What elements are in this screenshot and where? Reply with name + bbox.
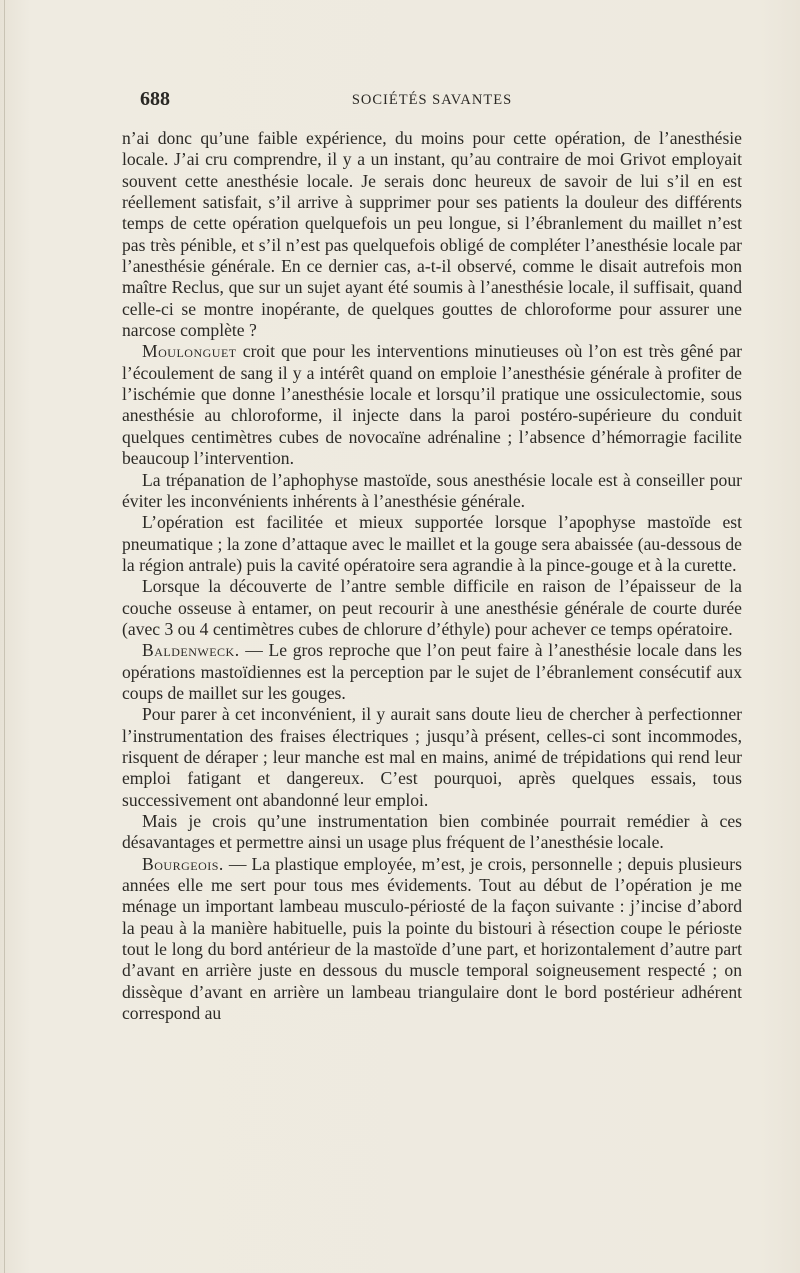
page-number: 688 [140,88,170,110]
paragraph-text: Mais je crois qu’une instrumentation bien combinée pourrait remédier à ces désavantages et permettre ainsi un usage plus fréquent de l’anesthésie locale. [122,811,742,853]
article-body [122,128,742,1024]
paragraph-text: Lorsque la découverte de l’antre semble difficile en raison de l’épaisseur de la couche osseuse à entamer, on peut recourir à une anesthésie générale de courte durée (avec 3 ou 4 centimètres cubes de chlorure d’éthyle) pour achever ce temps opératoire. [122,576,742,639]
paragraph [122,640,742,704]
paragraph [122,128,742,341]
paragraph-text: n’ai donc qu’une faible expérience, du moins pour cette opération, de l’anesthésie locale. J’ai cru comprendre, il y a un instant, qu’au contraire de moi Grivot employait souvent cette anesthésie locale. Je serais donc heureux de savoir de lui s’il en est réellement satisfait, s’il arrive à supprimer pour ses patients la douleur des différents temps de cette opération quelquefois un peu longue, si l’ébranlement du maillet n’est pas très pénible, et s’il n’est pas quelquefois obligé de compléter l’anesthésie locale par l’anesthésie générale. En ce dernier cas, a-t-il observé, comme le disait autrefois mon maître Reclus, que sur un sujet ayant été soumis à l’anesthésie locale, il suffisait, quand celle-ci se montre inopérante, de quelques gouttes de chloroforme pour assurer une narcose complète ? [122,128,742,341]
speaker-name: Moulonguet [142,341,237,362]
paragraph-text: Pour parer à cet inconvénient, il y aurait sans doute lieu de chercher à perfectionner l’instrumentation des fraises électriques ; jusqu’à présent, celles-ci sont incommodes, risquent de déraper ; leur manche est mal en mains, animé de trépidations qui rend leur emploi fatigant et dangereux. C’est pourquoi, après quelques essais, tous successivement ont abandonné leur emploi. [122,704,742,810]
paragraph-text: La trépanation de l’aphophyse mastoïde, sous anesthésie locale est à conseiller pour éviter les inconvénients inhérents à l’anesthésie générale. [122,469,742,511]
paragraph [122,811,742,854]
paragraph [122,854,742,1025]
speaker-name: Bourgeois. [142,853,224,874]
paragraph [122,470,742,513]
paragraph [122,704,742,811]
page-header [122,88,742,112]
paragraph [122,512,742,576]
paragraph-text: croit que pour les interventions minutieuses où l’on est très gêné par l’écoulement de sang il y a intérêt quand on emploie l’anesthésie générale à profiter de l’ischémie que donne l’anesthésie locale et lorsqu’il pratique une ossiculectomie, sous anesthésie au chloroforme, il injecte dans la paroi postéro-supérieure du conduit quelques centimètres cubes de novocaïne adrénaline ; l’absence d’hémorragie facilite beaucoup l’intervention. [122,341,742,469]
paragraph-text: — La plastique employée, m’est, je crois, personnelle ; depuis plusieurs années elle me sert pour tous mes évidements. Tout au début de l’opération je me ménage un important lambeau musculo-périosté de la façon suivante : j’incise d’abord la peau à la manière habituelle, puis la pointe du bistouri à résection coupe le périoste tout le long du bord antérieur de la mastoïde d’une part, et horizontalement d’autre part d’avant en arrière juste en dessous du muscle temporal soigneusement respecté ; on dissèque d’avant en arrière un lambeau triangulaire dont le bord postérieur adhérent correspond au [122,853,742,1024]
paragraph [122,341,742,469]
paragraph-text: L’opération est facilitée et mieux supportée lorsque l’apophyse mastoïde est pneumatique ; la zone d’attaque avec le maillet et la gouge sera abaissée (au-dessous de la région antrale) puis la cavité opératoire sera agrandie à la pince-gouge et à la curette. [122,512,742,575]
paragraph-text: — Le gros reproche que l’on peut faire à l’anesthésie locale dans les opérations mastoïdiennes est la perception par le sujet de l’ébranlement consécutif aux coups de maillet sur les gouges. [122,640,742,703]
running-head: SOCIÉTÉS SAVANTES [351,92,513,108]
paragraph [122,576,742,640]
binding-edge [4,0,5,1273]
speaker-name: Baldenweck. [142,640,240,661]
